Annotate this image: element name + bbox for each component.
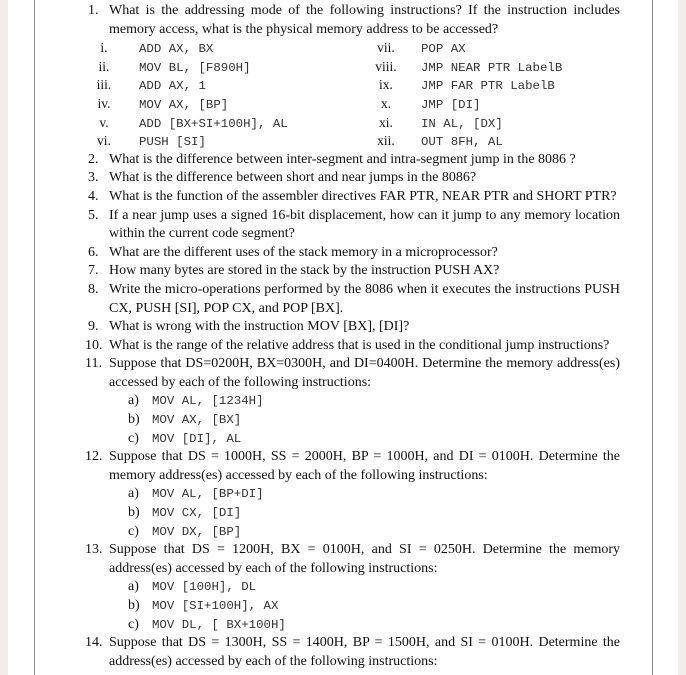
question-text: What is the function of the assembler directives FAR PTR, NEAR PTR and SHORT PTR? <box>109 188 617 204</box>
question-text: Suppose that DS=0200H, BX=0300H, and DI=0400H. Determine the memory address(es) accessed by each of the following instructions: <box>109 356 620 390</box>
question-number: 8. <box>88 281 99 297</box>
right-border-line <box>652 0 653 675</box>
question-12 <box>85 448 620 485</box>
instruction-item <box>354 132 620 151</box>
sub-item <box>88 616 620 635</box>
question-list <box>85 2 620 671</box>
roman-numeral: xi. <box>379 114 393 130</box>
question-1 <box>88 2 620 39</box>
question-text: Write the micro-operations performed by the 8086 when it executes the instructions PUSH CX, PUSH [SI], POP CX, and POP [BX]. <box>109 281 620 316</box>
question-13 <box>85 541 620 578</box>
roman-numeral: vi. <box>97 133 111 149</box>
question-number: 6. <box>88 244 99 260</box>
instruction-item <box>354 39 620 58</box>
right-margin-strip <box>678 0 686 675</box>
question-text: What is the difference between short and near jumps in the 8086? <box>109 170 477 186</box>
sub-item-letter: c) <box>128 523 139 539</box>
question-text: What is the addressing mode of the following instructions? If the instruction includes memory access, what is the physical memory address to be accessed? <box>109 3 620 37</box>
question-text: Suppose that DS = 1200H, BX = 0100H, and SI = 0250H. Determine the memory address(es) accessed by each of the following instructions: <box>109 542 620 576</box>
question-number: 4. <box>88 188 99 204</box>
question-6 <box>88 244 620 263</box>
left-border-line <box>34 0 35 675</box>
instruction-code: MOV [SI+100H], AX <box>152 599 279 613</box>
sub-item <box>88 392 620 411</box>
instruction-code: MOV [DI], AL <box>152 431 242 446</box>
roman-numeral: ii. <box>98 58 110 74</box>
roman-numeral: iii. <box>96 77 112 93</box>
instruction-code: MOV [100H], DL <box>152 580 257 595</box>
instruction-item <box>354 58 620 77</box>
question-number: 14. <box>85 635 103 651</box>
instruction-code: MOV DX, [BP] <box>152 524 242 539</box>
sub-item <box>88 597 620 616</box>
question-7 <box>88 262 620 281</box>
instruction-item <box>88 132 354 151</box>
instruction-item <box>88 58 354 77</box>
sub-item-letter: a) <box>128 393 139 409</box>
question-text: What is wrong with the instruction MOV [BX], [DI]? <box>109 319 410 335</box>
roman-numeral: ix. <box>379 77 393 93</box>
instruction-code: ADD AX, 1 <box>139 79 206 94</box>
instruction-code: JMP FAR PTR LabelB <box>421 79 555 94</box>
roman-numeral: v. <box>99 114 109 130</box>
roman-numeral: vii. <box>377 40 395 56</box>
sub-item <box>88 485 620 504</box>
instruction-code: OUT 8FH, AL <box>421 135 503 150</box>
question-number: 10. <box>85 337 103 353</box>
roman-numeral: xii. <box>377 133 395 149</box>
roman-numeral: viii. <box>375 58 397 74</box>
question-text: What is the difference between inter-segment and intra-segment jump in the 8086 ? <box>109 151 576 167</box>
question-3 <box>88 169 620 188</box>
instruction-item <box>88 39 354 58</box>
instruction-code: JMP [DI] <box>421 97 481 112</box>
sub-item <box>88 411 620 430</box>
question-number: 5. <box>88 207 99 223</box>
question-text: What are the different uses of the stack memory in a microprocessor? <box>109 244 498 260</box>
instruction-code: MOV BL, [F890H] <box>139 60 251 75</box>
sub-item-letter: a) <box>128 486 139 502</box>
sub-item <box>88 523 620 542</box>
instruction-item <box>354 76 620 95</box>
instruction-code: MOV AL, [BP+DI] <box>152 487 264 502</box>
instruction-code: POP AX <box>421 42 466 57</box>
instruction-code: PUSH [SI] <box>139 135 206 150</box>
instruction-code: MOV AX, [BP] <box>139 97 229 112</box>
instruction-grid <box>88 39 620 151</box>
instruction-column-right <box>354 39 620 151</box>
question-number: 12. <box>85 449 103 465</box>
instruction-item <box>88 95 354 114</box>
question-text: Suppose that DS = 1000H, SS = 2000H, BP = 1000H, and DI = 0100H. Determine the memory address(es) accessed by each of the following instructions: <box>109 449 620 483</box>
question-text: How many bytes are stored in the stack by the instruction PUSH AX? <box>109 263 500 279</box>
question-5 <box>88 207 620 244</box>
instruction-code: MOV AX, [BX] <box>152 413 242 428</box>
instruction-item <box>88 114 354 133</box>
instruction-item <box>354 95 620 114</box>
instruction-code: MOV CX, [DI] <box>152 506 242 521</box>
question-number: 11. <box>85 356 102 372</box>
question-4 <box>88 188 620 207</box>
instruction-code: ADD AX, BX <box>139 42 214 57</box>
roman-numeral: x. <box>380 95 392 111</box>
question-number: 13. <box>85 542 103 558</box>
sub-item-letter: c) <box>128 430 139 446</box>
question-10 <box>85 337 620 356</box>
instruction-item <box>354 114 620 133</box>
roman-numeral: i. <box>100 40 108 56</box>
sub-item-letter: a) <box>128 579 139 595</box>
instruction-code: MOV AL, [1234H] <box>152 394 264 409</box>
instruction-column-left <box>88 39 354 151</box>
question-2 <box>88 151 620 170</box>
sub-item-letter: b) <box>128 598 140 613</box>
instruction-code: IN AL, [DX] <box>421 116 503 131</box>
question-number: 3. <box>88 170 99 186</box>
question-number: 9. <box>88 319 99 335</box>
question-text: If a near jump uses a signed 16-bit displacement, how can it jump to any memory location within the current code segment? <box>109 207 620 242</box>
question-14 <box>85 634 620 671</box>
sub-item-letter: b) <box>128 412 140 428</box>
question-number: 7. <box>88 263 99 279</box>
question-9 <box>88 318 620 337</box>
instruction-code: JMP NEAR PTR LabelB <box>421 60 563 75</box>
left-margin-strip <box>0 0 8 675</box>
question-number: 1. <box>88 3 99 18</box>
question-8 <box>88 281 620 318</box>
sub-item <box>88 430 620 449</box>
question-number: 2. <box>88 151 99 167</box>
instruction-code: MOV DL, [ BX+100H] <box>152 617 286 632</box>
instruction-item <box>88 76 354 95</box>
sub-item <box>88 504 620 523</box>
question-text: What is the range of the relative address that is used in the conditional jump instructions? <box>109 337 610 353</box>
sub-item-letter: c) <box>128 616 139 632</box>
sub-item-letter: b) <box>128 505 140 521</box>
instruction-code: ADD [BX+SI+100H], AL <box>139 116 288 131</box>
question-11 <box>85 355 620 392</box>
roman-numeral: iv. <box>97 95 111 111</box>
sub-item <box>88 578 620 597</box>
question-text: Suppose that DS = 1300H, SS = 1400H, BP = 1500H, and SI = 0100H. Determine the address(es) accessed by each of the following instructions: <box>109 635 620 669</box>
